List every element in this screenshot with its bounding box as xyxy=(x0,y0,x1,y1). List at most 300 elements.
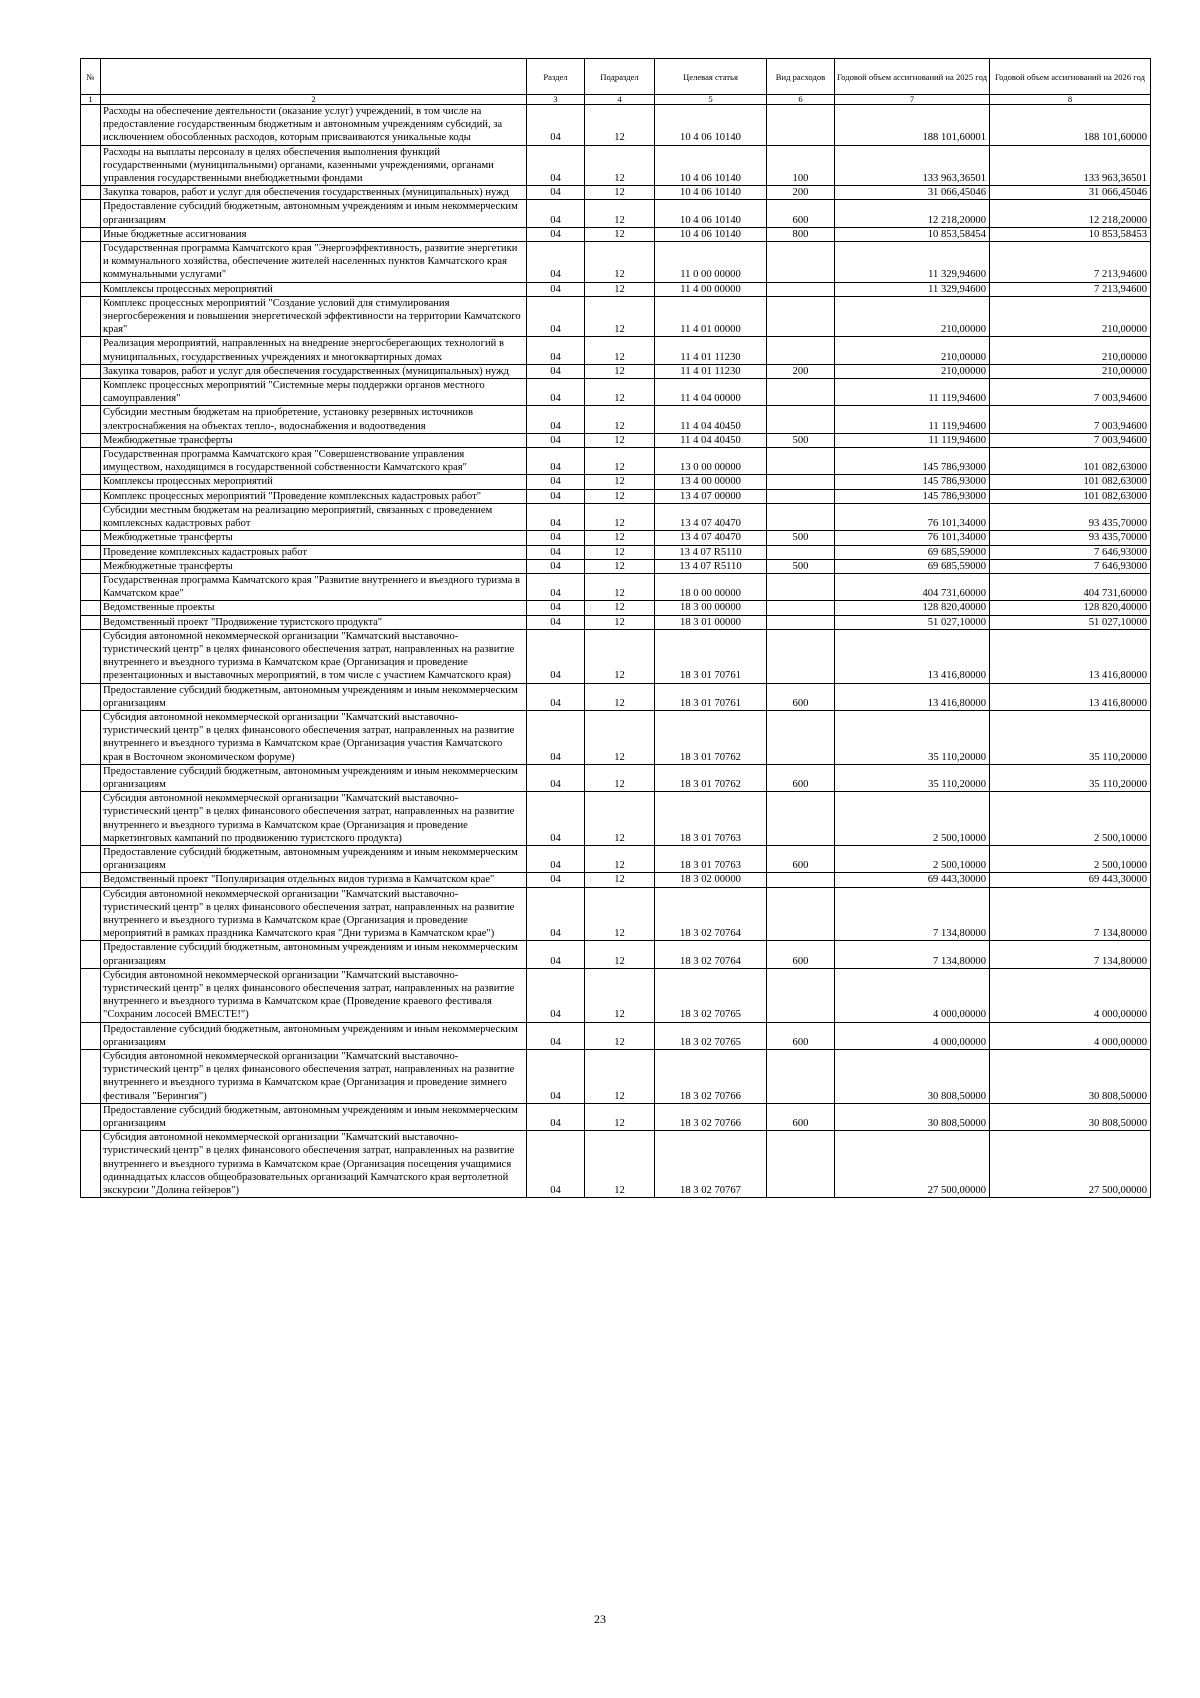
row-subsection-cell: 12 xyxy=(585,105,655,146)
row-expense-type-cell xyxy=(767,968,835,1022)
row-target-cell: 11 4 01 00000 xyxy=(655,296,767,337)
row-name-cell: Комплекс процессных мероприятий "Системные меры поддержки органов местного самоуправления" xyxy=(101,379,527,406)
row-name-cell: Субсидия автономной некоммерческой организации "Камчатский выставочно-туристический центр" в целях финансового обеспечения затрат, направленных на развитие внутреннего и въездного туризма в Камчатском крае (Проведение краевого фестиваля "Сохраним лососей ВМЕСТЕ!") xyxy=(101,968,527,1022)
table-header-row xyxy=(81,59,1151,95)
row-expense-type-cell: 600 xyxy=(767,1022,835,1049)
row-number-cell xyxy=(81,282,101,296)
row-volume-2025-cell: 11 119,94600 xyxy=(835,406,990,433)
row-expense-type-cell xyxy=(767,379,835,406)
row-expense-type-cell: 500 xyxy=(767,559,835,573)
row-subsection-cell: 12 xyxy=(585,242,655,283)
row-volume-2026-cell: 4 000,00000 xyxy=(990,1022,1151,1049)
row-name-cell: Закупка товаров, работ и услуг для обеспечения государственных (муниципальных) нужд xyxy=(101,364,527,378)
row-number-cell xyxy=(81,145,101,186)
row-volume-2025-cell: 30 808,50000 xyxy=(835,1103,990,1130)
row-target-cell: 18 3 02 70766 xyxy=(655,1103,767,1130)
row-section-cell: 04 xyxy=(527,282,585,296)
row-volume-2026-cell: 133 963,36501 xyxy=(990,145,1151,186)
row-name-cell: Комплексы процессных мероприятий xyxy=(101,282,527,296)
row-subsection-cell: 12 xyxy=(585,1050,655,1104)
row-number-cell xyxy=(81,1050,101,1104)
row-expense-type-cell xyxy=(767,337,835,364)
row-volume-2025-cell: 12 218,20000 xyxy=(835,200,990,227)
row-expense-type-cell xyxy=(767,282,835,296)
row-subsection-cell: 12 xyxy=(585,887,655,941)
row-target-cell: 18 3 02 70764 xyxy=(655,941,767,968)
colnum-4: 4 xyxy=(585,95,655,105)
colnum-6: 6 xyxy=(767,95,835,105)
table-row xyxy=(81,601,1151,615)
row-name-cell: Ведомственные проекты xyxy=(101,601,527,615)
row-section-cell: 04 xyxy=(527,629,585,683)
row-volume-2026-cell: 7 003,94600 xyxy=(990,433,1151,447)
row-subsection-cell: 12 xyxy=(585,531,655,545)
row-name-cell: Субсидия автономной некоммерческой организации "Камчатский выставочно-туристический центр" в целях финансового обеспечения затрат, направленных на развитие внутреннего и въездного туризма в Камчатском крае (Организация и проведение маркетинговых кампаний по продвижению туристского продукта) xyxy=(101,792,527,846)
colnum-2: 2 xyxy=(101,95,527,105)
row-subsection-cell: 12 xyxy=(585,792,655,846)
row-subsection-cell: 12 xyxy=(585,406,655,433)
row-target-cell: 11 0 00 00000 xyxy=(655,242,767,283)
row-subsection-cell: 12 xyxy=(585,1131,655,1198)
row-volume-2026-cell: 4 000,00000 xyxy=(990,968,1151,1022)
row-name-cell: Предоставление субсидий бюджетным, автономным учреждениям и иным некоммерческим организациям xyxy=(101,845,527,872)
table-row xyxy=(81,1022,1151,1049)
row-volume-2025-cell: 10 853,58454 xyxy=(835,227,990,241)
row-expense-type-cell xyxy=(767,615,835,629)
row-section-cell: 04 xyxy=(527,1022,585,1049)
row-subsection-cell: 12 xyxy=(585,379,655,406)
row-number-cell xyxy=(81,573,101,600)
row-volume-2025-cell: 30 808,50000 xyxy=(835,1050,990,1104)
row-target-cell: 18 3 02 00000 xyxy=(655,873,767,887)
row-name-cell: Предоставление субсидий бюджетным, автономным учреждениям и иным некоммерческим организациям xyxy=(101,1103,527,1130)
row-subsection-cell: 12 xyxy=(585,601,655,615)
row-subsection-cell: 12 xyxy=(585,489,655,503)
table-row xyxy=(81,545,1151,559)
row-volume-2025-cell: 69 685,59000 xyxy=(835,545,990,559)
table-row xyxy=(81,559,1151,573)
row-volume-2026-cell: 35 110,20000 xyxy=(990,764,1151,791)
row-volume-2026-cell: 30 808,50000 xyxy=(990,1050,1151,1104)
table-row xyxy=(81,337,1151,364)
row-number-cell xyxy=(81,1022,101,1049)
row-expense-type-cell: 600 xyxy=(767,683,835,710)
table-row xyxy=(81,227,1151,241)
budget-table-sheet xyxy=(80,58,1150,1198)
table-row xyxy=(81,475,1151,489)
row-target-cell: 13 4 07 R5110 xyxy=(655,545,767,559)
table-row xyxy=(81,379,1151,406)
row-volume-2026-cell: 13 416,80000 xyxy=(990,629,1151,683)
row-volume-2026-cell: 101 082,63000 xyxy=(990,489,1151,503)
row-expense-type-cell xyxy=(767,545,835,559)
row-subsection-cell: 12 xyxy=(585,1022,655,1049)
row-name-cell: Предоставление субсидий бюджетным, автономным учреждениям и иным некоммерческим организациям xyxy=(101,941,527,968)
row-volume-2026-cell: 93 435,70000 xyxy=(990,503,1151,530)
table-row xyxy=(81,406,1151,433)
row-target-cell: 18 3 02 70765 xyxy=(655,968,767,1022)
row-volume-2025-cell: 210,00000 xyxy=(835,296,990,337)
row-name-cell: Субсидия автономной некоммерческой организации "Камчатский выставочно-туристический центр" в целях финансового обеспечения затрат, направленных на развитие внутреннего и въездного туризма в Камчатском крае (Организация участия Камчатского края в Восточном экономическом форуме) xyxy=(101,710,527,764)
row-number-cell xyxy=(81,406,101,433)
table-row xyxy=(81,710,1151,764)
row-volume-2026-cell: 27 500,00000 xyxy=(990,1131,1151,1198)
row-target-cell: 18 3 01 70763 xyxy=(655,792,767,846)
header-subsection: Подраздел xyxy=(585,59,655,95)
row-volume-2025-cell: 7 134,80000 xyxy=(835,887,990,941)
row-subsection-cell: 12 xyxy=(585,845,655,872)
row-name-cell: Субсидии местным бюджетам на приобретение, установку резервных источников электроснабжения на объектах тепло-, водоснабжения и водоотведения xyxy=(101,406,527,433)
header-target: Целевая статья xyxy=(655,59,767,95)
row-volume-2026-cell: 35 110,20000 xyxy=(990,710,1151,764)
row-target-cell: 18 3 01 70761 xyxy=(655,629,767,683)
row-volume-2025-cell: 76 101,34000 xyxy=(835,503,990,530)
row-section-cell: 04 xyxy=(527,105,585,146)
row-number-cell xyxy=(81,364,101,378)
row-expense-type-cell xyxy=(767,710,835,764)
row-name-cell: Расходы на обеспечение деятельности (оказание услуг) учреждений, в том числе на предоставление государственным бюджетным и автономным учреждениям субсидий, за исключением обособленных расходов, которым присваиваются уникальные коды xyxy=(101,105,527,146)
row-name-cell: Расходы на выплаты персоналу в целях обеспечения выполнения функций государственными (муниципальными) органами, казенными учреждениями, органами управления государственными внебюджетными фондами xyxy=(101,145,527,186)
row-name-cell: Субсидии местным бюджетам на реализацию мероприятий, связанных с проведением комплексных кадастровых работ xyxy=(101,503,527,530)
row-volume-2026-cell: 7 646,93000 xyxy=(990,559,1151,573)
row-volume-2025-cell: 27 500,00000 xyxy=(835,1131,990,1198)
row-volume-2025-cell: 69 443,30000 xyxy=(835,873,990,887)
row-section-cell: 04 xyxy=(527,792,585,846)
row-name-cell: Иные бюджетные ассигнования xyxy=(101,227,527,241)
row-expense-type-cell: 100 xyxy=(767,145,835,186)
row-section-cell: 04 xyxy=(527,968,585,1022)
row-name-cell: Ведомственный проект "Продвижение туристского продукта" xyxy=(101,615,527,629)
row-section-cell: 04 xyxy=(527,845,585,872)
row-expense-type-cell xyxy=(767,873,835,887)
row-expense-type-cell: 500 xyxy=(767,433,835,447)
row-volume-2025-cell: 145 786,93000 xyxy=(835,489,990,503)
row-subsection-cell: 12 xyxy=(585,282,655,296)
row-subsection-cell: 12 xyxy=(585,873,655,887)
table-row xyxy=(81,531,1151,545)
row-expense-type-cell xyxy=(767,601,835,615)
row-target-cell: 11 4 01 11230 xyxy=(655,337,767,364)
row-section-cell: 04 xyxy=(527,406,585,433)
row-subsection-cell: 12 xyxy=(585,364,655,378)
row-volume-2025-cell: 13 416,80000 xyxy=(835,683,990,710)
row-number-cell xyxy=(81,792,101,846)
row-section-cell: 04 xyxy=(527,145,585,186)
row-number-cell xyxy=(81,379,101,406)
row-volume-2026-cell: 101 082,63000 xyxy=(990,448,1151,475)
table-row xyxy=(81,433,1151,447)
row-expense-type-cell xyxy=(767,489,835,503)
row-volume-2026-cell: 7 003,94600 xyxy=(990,406,1151,433)
row-name-cell: Межбюджетные трансферты xyxy=(101,559,527,573)
row-expense-type-cell xyxy=(767,1131,835,1198)
row-number-cell xyxy=(81,845,101,872)
row-target-cell: 13 0 00 00000 xyxy=(655,448,767,475)
row-target-cell: 11 4 04 40450 xyxy=(655,433,767,447)
table-row xyxy=(81,573,1151,600)
row-section-cell: 04 xyxy=(527,489,585,503)
page-number: 23 xyxy=(594,1612,606,1626)
row-section-cell: 04 xyxy=(527,559,585,573)
row-section-cell: 04 xyxy=(527,186,585,200)
row-number-cell xyxy=(81,968,101,1022)
row-number-cell xyxy=(81,545,101,559)
row-target-cell: 18 3 01 70761 xyxy=(655,683,767,710)
row-expense-type-cell: 800 xyxy=(767,227,835,241)
row-section-cell: 04 xyxy=(527,710,585,764)
row-target-cell: 18 3 01 00000 xyxy=(655,615,767,629)
row-volume-2025-cell: 7 134,80000 xyxy=(835,941,990,968)
row-subsection-cell: 12 xyxy=(585,941,655,968)
row-volume-2025-cell: 11 119,94600 xyxy=(835,433,990,447)
row-expense-type-cell xyxy=(767,296,835,337)
table-row xyxy=(81,364,1151,378)
row-number-cell xyxy=(81,531,101,545)
row-volume-2025-cell: 145 786,93000 xyxy=(835,448,990,475)
table-row xyxy=(81,242,1151,283)
row-volume-2026-cell: 210,00000 xyxy=(990,364,1151,378)
row-section-cell: 04 xyxy=(527,683,585,710)
row-subsection-cell: 12 xyxy=(585,573,655,600)
row-volume-2026-cell: 7 003,94600 xyxy=(990,379,1151,406)
row-number-cell xyxy=(81,683,101,710)
colnum-3: 3 xyxy=(527,95,585,105)
row-number-cell xyxy=(81,186,101,200)
row-section-cell: 04 xyxy=(527,531,585,545)
row-number-cell xyxy=(81,503,101,530)
row-section-cell: 04 xyxy=(527,1050,585,1104)
table-row xyxy=(81,887,1151,941)
row-subsection-cell: 12 xyxy=(585,968,655,1022)
table-row xyxy=(81,968,1151,1022)
row-section-cell: 04 xyxy=(527,545,585,559)
table-row xyxy=(81,1131,1151,1198)
row-target-cell: 11 4 04 40450 xyxy=(655,406,767,433)
row-name-cell: Комплекс процессных мероприятий "Проведение комплексных кадастровых работ" xyxy=(101,489,527,503)
colnum-8: 8 xyxy=(990,95,1151,105)
row-subsection-cell: 12 xyxy=(585,200,655,227)
table-row xyxy=(81,845,1151,872)
row-name-cell: Межбюджетные трансферты xyxy=(101,433,527,447)
row-name-cell: Предоставление субсидий бюджетным, автономным учреждениям и иным некоммерческим организациям xyxy=(101,200,527,227)
row-subsection-cell: 12 xyxy=(585,475,655,489)
row-number-cell xyxy=(81,873,101,887)
row-target-cell: 13 4 07 R5110 xyxy=(655,559,767,573)
table-row xyxy=(81,764,1151,791)
row-name-cell: Реализация мероприятий, направленных на внедрение энергосберегающих технологий в муниципальных, государственных учреждениях и многоквартирных домах xyxy=(101,337,527,364)
row-name-cell: Ведомственный проект "Популяризация отдельных видов туризма в Камчатском крае" xyxy=(101,873,527,887)
row-volume-2025-cell: 76 101,34000 xyxy=(835,531,990,545)
row-target-cell: 13 4 07 40470 xyxy=(655,503,767,530)
header-volume-2026: Годовой объем ассигнований на 2026 год xyxy=(990,59,1151,95)
row-target-cell: 18 3 02 70765 xyxy=(655,1022,767,1049)
row-volume-2025-cell: 11 329,94600 xyxy=(835,282,990,296)
row-number-cell xyxy=(81,242,101,283)
row-number-cell xyxy=(81,448,101,475)
row-volume-2026-cell: 404 731,60000 xyxy=(990,573,1151,600)
row-name-cell: Предоставление субсидий бюджетным, автономным учреждениям и иным некоммерческим организациям xyxy=(101,1022,527,1049)
row-volume-2025-cell: 4 000,00000 xyxy=(835,968,990,1022)
table-row xyxy=(81,792,1151,846)
row-target-cell: 10 4 06 10140 xyxy=(655,145,767,186)
row-target-cell: 11 4 01 11230 xyxy=(655,364,767,378)
row-section-cell: 04 xyxy=(527,615,585,629)
row-section-cell: 04 xyxy=(527,503,585,530)
row-volume-2026-cell: 2 500,10000 xyxy=(990,845,1151,872)
row-volume-2026-cell: 69 443,30000 xyxy=(990,873,1151,887)
row-subsection-cell: 12 xyxy=(585,448,655,475)
row-volume-2026-cell: 13 416,80000 xyxy=(990,683,1151,710)
column-number-row xyxy=(81,95,1151,105)
row-volume-2025-cell: 188 101,60001 xyxy=(835,105,990,146)
row-number-cell xyxy=(81,615,101,629)
row-volume-2026-cell: 7 134,80000 xyxy=(990,887,1151,941)
row-section-cell: 04 xyxy=(527,573,585,600)
row-number-cell xyxy=(81,941,101,968)
header-no: № xyxy=(81,59,101,95)
table-row xyxy=(81,1103,1151,1130)
row-number-cell xyxy=(81,489,101,503)
table-row xyxy=(81,1050,1151,1104)
table-row xyxy=(81,296,1151,337)
row-volume-2025-cell: 31 066,45046 xyxy=(835,186,990,200)
row-volume-2025-cell: 69 685,59000 xyxy=(835,559,990,573)
table-row xyxy=(81,489,1151,503)
row-target-cell: 18 0 00 00000 xyxy=(655,573,767,600)
row-volume-2025-cell: 35 110,20000 xyxy=(835,710,990,764)
header-name xyxy=(101,59,527,95)
row-volume-2026-cell: 210,00000 xyxy=(990,337,1151,364)
row-volume-2025-cell: 35 110,20000 xyxy=(835,764,990,791)
table-row xyxy=(81,873,1151,887)
row-name-cell: Комплексы процессных мероприятий xyxy=(101,475,527,489)
row-subsection-cell: 12 xyxy=(585,710,655,764)
row-number-cell xyxy=(81,559,101,573)
row-expense-type-cell xyxy=(767,629,835,683)
row-expense-type-cell xyxy=(767,242,835,283)
row-expense-type-cell: 600 xyxy=(767,200,835,227)
row-volume-2025-cell: 2 500,10000 xyxy=(835,845,990,872)
colnum-5: 5 xyxy=(655,95,767,105)
row-volume-2026-cell: 7 134,80000 xyxy=(990,941,1151,968)
row-subsection-cell: 12 xyxy=(585,433,655,447)
row-volume-2025-cell: 11 119,94600 xyxy=(835,379,990,406)
row-number-cell xyxy=(81,105,101,146)
row-expense-type-cell xyxy=(767,573,835,600)
row-expense-type-cell xyxy=(767,406,835,433)
row-volume-2026-cell: 51 027,10000 xyxy=(990,615,1151,629)
row-target-cell: 18 3 02 70767 xyxy=(655,1131,767,1198)
row-expense-type-cell: 500 xyxy=(767,531,835,545)
row-volume-2025-cell: 145 786,93000 xyxy=(835,475,990,489)
row-expense-type-cell xyxy=(767,887,835,941)
row-volume-2026-cell: 30 808,50000 xyxy=(990,1103,1151,1130)
row-volume-2026-cell: 31 066,45046 xyxy=(990,186,1151,200)
table-row xyxy=(81,941,1151,968)
row-target-cell: 10 4 06 10140 xyxy=(655,105,767,146)
row-number-cell xyxy=(81,887,101,941)
row-section-cell: 04 xyxy=(527,448,585,475)
row-subsection-cell: 12 xyxy=(585,559,655,573)
row-volume-2026-cell: 210,00000 xyxy=(990,296,1151,337)
row-section-cell: 04 xyxy=(527,227,585,241)
row-expense-type-cell xyxy=(767,105,835,146)
row-target-cell: 18 3 00 00000 xyxy=(655,601,767,615)
row-volume-2026-cell: 7 646,93000 xyxy=(990,545,1151,559)
table-row xyxy=(81,282,1151,296)
row-name-cell: Предоставление субсидий бюджетным, автономным учреждениям и иным некоммерческим организациям xyxy=(101,683,527,710)
row-section-cell: 04 xyxy=(527,433,585,447)
row-subsection-cell: 12 xyxy=(585,296,655,337)
row-subsection-cell: 12 xyxy=(585,764,655,791)
row-subsection-cell: 12 xyxy=(585,186,655,200)
row-target-cell: 10 4 06 10140 xyxy=(655,186,767,200)
row-expense-type-cell xyxy=(767,475,835,489)
row-section-cell: 04 xyxy=(527,764,585,791)
row-name-cell: Государственная программа Камчатского края "Совершенствование управления имуществом, находящимся в государственной собственности Камчатского края" xyxy=(101,448,527,475)
row-subsection-cell: 12 xyxy=(585,337,655,364)
row-expense-type-cell: 600 xyxy=(767,941,835,968)
row-name-cell: Закупка товаров, работ и услуг для обеспечения государственных (муниципальных) нужд xyxy=(101,186,527,200)
row-name-cell: Предоставление субсидий бюджетным, автономным учреждениям и иным некоммерческим организациям xyxy=(101,764,527,791)
row-number-cell xyxy=(81,433,101,447)
table-row xyxy=(81,200,1151,227)
row-volume-2026-cell: 188 101,60000 xyxy=(990,105,1151,146)
row-number-cell xyxy=(81,601,101,615)
row-subsection-cell: 12 xyxy=(585,1103,655,1130)
row-section-cell: 04 xyxy=(527,242,585,283)
row-target-cell: 13 4 00 00000 xyxy=(655,475,767,489)
row-number-cell xyxy=(81,200,101,227)
header-expense-type: Вид расходов xyxy=(767,59,835,95)
row-name-cell: Субсидия автономной некоммерческой организации "Камчатский выставочно-туристический центр" в целях финансового обеспечения затрат, направленных на развитие внутреннего и въездного туризма в Камчатском крае (Организация и проведение презентационных и выставочных мероприятий, в том числе с участием Камчатского края) xyxy=(101,629,527,683)
row-name-cell: Субсидия автономной некоммерческой организации "Камчатский выставочно-туристический центр" в целях финансового обеспечения затрат, направленных на развитие внутреннего и въездного туризма в Камчатском крае (Организация посещения учащимися одиннадцатых классов общеобразовательных организаций Камчатского края вертолетной экскурсии "Долина гейзеров") xyxy=(101,1131,527,1198)
row-section-cell: 04 xyxy=(527,364,585,378)
row-volume-2025-cell: 210,00000 xyxy=(835,337,990,364)
row-subsection-cell: 12 xyxy=(585,629,655,683)
colnum-7: 7 xyxy=(835,95,990,105)
row-volume-2025-cell: 13 416,80000 xyxy=(835,629,990,683)
row-target-cell: 18 3 01 70763 xyxy=(655,845,767,872)
row-number-cell xyxy=(81,629,101,683)
colnum-1: 1 xyxy=(81,95,101,105)
row-name-cell: Государственная программа Камчатского края "Энергоэффективность, развитие энергетики и коммунального хозяйства, обеспечение жителей населенных пунктов Камчатского края коммунальными услугами" xyxy=(101,242,527,283)
header-volume-2025: Годовой объем ассигнований на 2025 год xyxy=(835,59,990,95)
row-target-cell: 11 4 00 00000 xyxy=(655,282,767,296)
row-target-cell: 13 4 07 40470 xyxy=(655,531,767,545)
row-section-cell: 04 xyxy=(527,337,585,364)
row-name-cell: Государственная программа Камчатского края "Развитие внутреннего и въездного туризма в Камчатском крае" xyxy=(101,573,527,600)
row-number-cell xyxy=(81,227,101,241)
row-volume-2026-cell: 10 853,58453 xyxy=(990,227,1151,241)
row-volume-2025-cell: 51 027,10000 xyxy=(835,615,990,629)
row-number-cell xyxy=(81,337,101,364)
row-volume-2026-cell: 128 820,40000 xyxy=(990,601,1151,615)
row-target-cell: 18 3 02 70766 xyxy=(655,1050,767,1104)
row-expense-type-cell xyxy=(767,1050,835,1104)
row-volume-2025-cell: 210,00000 xyxy=(835,364,990,378)
row-subsection-cell: 12 xyxy=(585,503,655,530)
row-target-cell: 18 3 02 70764 xyxy=(655,887,767,941)
row-target-cell: 11 4 04 00000 xyxy=(655,379,767,406)
row-expense-type-cell xyxy=(767,448,835,475)
row-target-cell: 10 4 06 10140 xyxy=(655,227,767,241)
row-expense-type-cell xyxy=(767,792,835,846)
row-expense-type-cell: 200 xyxy=(767,364,835,378)
table-row xyxy=(81,186,1151,200)
row-target-cell: 18 3 01 70762 xyxy=(655,710,767,764)
row-section-cell: 04 xyxy=(527,941,585,968)
